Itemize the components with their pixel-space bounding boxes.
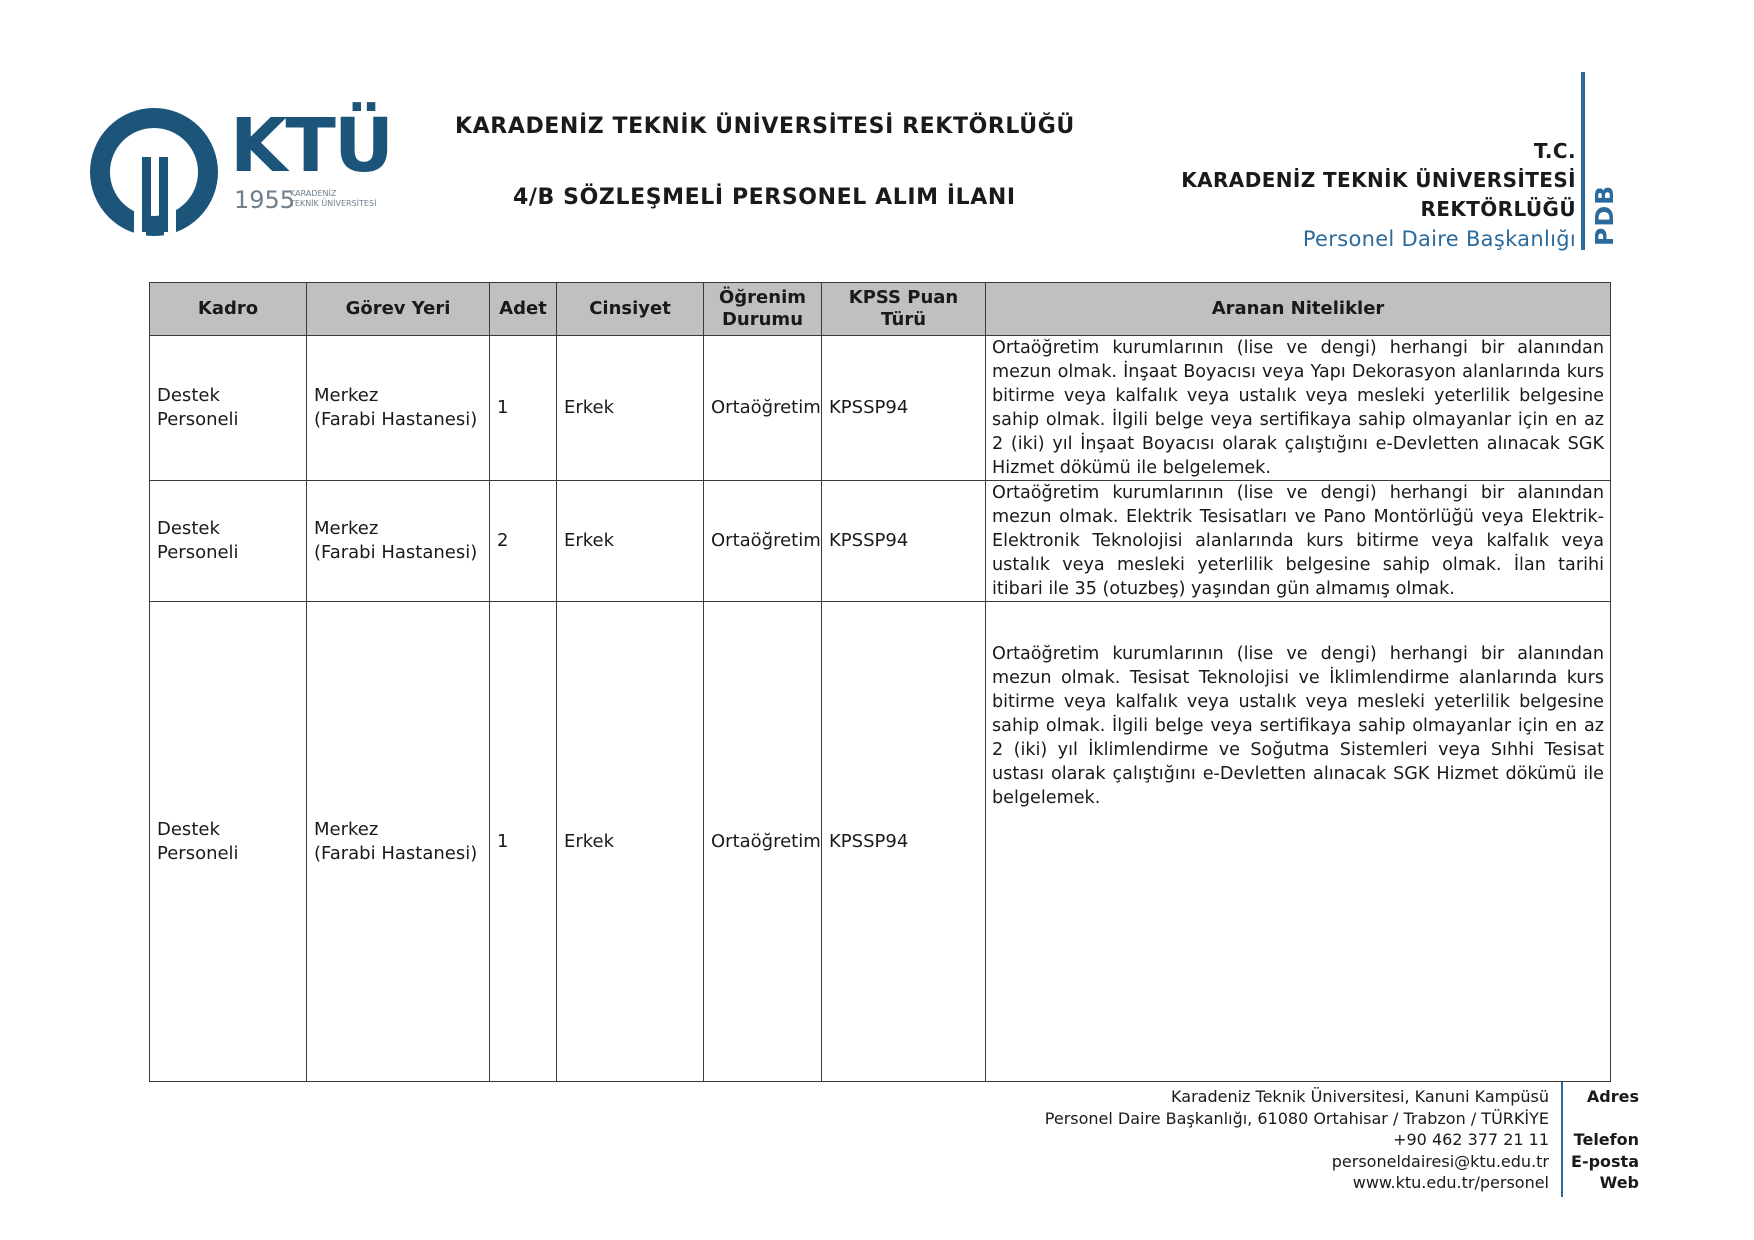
cell-gorev-line1: Merkez xyxy=(314,385,379,406)
footer-contact xyxy=(1045,1086,1549,1194)
header-ogrenim-durumu xyxy=(704,283,822,336)
cell-cinsiyet: Erkek xyxy=(557,481,704,602)
footer-label-spacer xyxy=(1571,1108,1639,1130)
header-adet: Adet xyxy=(490,283,557,336)
table-row xyxy=(150,336,1611,481)
cell-cinsiyet: Erkek xyxy=(557,336,704,481)
cell-gorev-yeri xyxy=(307,481,490,602)
page-subtitle: 4/B SÖZLEŞMELİ PERSONEL ALIM İLANI xyxy=(513,185,1016,210)
cell-ogrenim: Ortaöğretim xyxy=(704,602,822,1082)
cell-ogrenim: Ortaöğretim xyxy=(704,336,822,481)
logo-subtitle-line2: TEKNİK ÜNİVERSİTESİ xyxy=(290,199,377,208)
footer-address-line2: Personel Daire Başkanlığı, 61080 Ortahisar / Trabzon / TÜRKİYE xyxy=(1044,1108,1549,1128)
cell-gorev-line2: (Farabi Hastanesi) xyxy=(314,542,478,563)
cell-nitelikler: Ortaöğretim kurumlarının (lise ve dengi) herhangi bir alanından mezun olmak. İnşaat Boyacısı veya Yapı Dekorasyon alanlarında kurs bitirme veya kalfalık veya ustalık veya mesleki yeterlilik belgesine sahip olmak. İlgili belge veya sertifikaya sahip olmayanlar için en az 2 (iki) yıl İnşaat Boyacısı olarak çalıştığını e-Devletten alınacak SGK Hizmet dökümü ile belgelemek. xyxy=(986,336,1611,481)
cell-ogrenim: Ortaöğretim xyxy=(704,481,822,602)
page-title: KARADENİZ TEKNİK ÜNİVERSİTESİ REKTÖRLÜĞÜ xyxy=(455,114,1075,139)
cell-kadro: Destek Personeli xyxy=(150,336,307,481)
logo-wordmark: KTÜ xyxy=(230,103,392,189)
table-header-row xyxy=(150,283,1611,336)
footer-address-line1: Karadeniz Teknik Üniversitesi, Kanuni Kampüsü xyxy=(1171,1087,1549,1106)
table-row xyxy=(150,602,1611,1082)
header-aranan-nitelikler: Aranan Nitelikler xyxy=(986,283,1611,336)
logo-year: 1955 xyxy=(234,186,296,214)
footer-label-email: E-posta xyxy=(1571,1151,1639,1171)
footer-label-phone: Telefon xyxy=(1573,1130,1639,1149)
institution-line-tc: T.C. xyxy=(1533,139,1576,163)
footer-email-link[interactable]: personeldairesi@ktu.edu.tr xyxy=(1331,1151,1549,1171)
footer-phone: +90 462 377 21 11 xyxy=(1393,1130,1549,1149)
institution-block xyxy=(1181,137,1576,254)
cell-gorev-line2: (Farabi Hastanesi) xyxy=(314,842,478,864)
institution-line-rektorluk: REKTÖRLÜĞÜ xyxy=(1420,197,1576,221)
header-ogrenim-line1: Öğrenim xyxy=(718,287,806,308)
header-gorev-yeri: Görev Yeri xyxy=(307,283,490,336)
job-listing-table xyxy=(149,282,1611,1082)
logo-subtitle xyxy=(290,189,376,209)
institution-line-name: KARADENİZ TEKNİK ÜNİVERSİTESİ xyxy=(1181,168,1576,192)
cell-adet: 1 xyxy=(490,602,557,1082)
cell-cinsiyet: Erkek xyxy=(557,602,704,1082)
pdb-divider xyxy=(1581,72,1585,250)
pdb-badge: PDB xyxy=(1590,184,1619,246)
institution-department: Personel Daire Başkanlığı xyxy=(1302,227,1576,251)
cell-kpss: KPSSP94 xyxy=(822,602,986,1082)
header-cinsiyet: Cinsiyet xyxy=(557,283,704,336)
cell-kadro: Destek Personeli xyxy=(150,481,307,602)
footer-web-link[interactable]: www.ktu.edu.tr/personel xyxy=(1352,1173,1549,1192)
ktu-emblem-icon xyxy=(90,105,225,240)
cell-kpss: KPSSP94 xyxy=(822,336,986,481)
cell-kadro: Destek Personeli xyxy=(150,602,307,1082)
footer-labels xyxy=(1571,1086,1639,1194)
cell-gorev-line2: (Farabi Hastanesi) xyxy=(314,409,478,430)
cell-gorev-line1: Merkez xyxy=(314,818,379,840)
cell-kpss: KPSSP94 xyxy=(822,481,986,602)
logo-subtitle-line1: KARADENİZ xyxy=(290,189,337,198)
ktu-logo xyxy=(90,105,410,240)
header-kadro: Kadro xyxy=(150,283,307,336)
cell-gorev-yeri xyxy=(307,602,490,1082)
footer-divider xyxy=(1561,1082,1563,1197)
cell-gorev-line1: Merkez xyxy=(314,518,379,539)
cell-adet: 2 xyxy=(490,481,557,602)
footer-label-web: Web xyxy=(1599,1173,1639,1192)
cell-nitelikler: Ortaöğretim kurumlarının (lise ve dengi) herhangi bir alanından mezun olmak. Elektrik Tesisatları ve Pano Montörlüğü veya Elektrik-Elektronik Teknolojisi alanlarında kurs bitirme veya kalfalık veya ustalık veya mesleki yeterlilik belgesine sahip olmak. İlan tarihi itibari ile 35 (otuzbeş) yaşından gün almamış olmak. xyxy=(986,481,1611,602)
cell-nitelikler: Ortaöğretim kurumlarının (lise ve dengi) herhangi bir alanından mezun olmak. Tesisat Teknolojisi ve İklimlendirme alanlarında kurs bitirme veya kalfalık veya ustalık veya mesleki yeterlilik belgesine sahip olmak. İlgili belge veya sertifikaya sahip olmayanlar için en az 2 (iki) yıl İklimlendirme ve Soğutma Sistemleri veya Sıhhi Tesisat ustası olarak çalıştığını e-Devletten alınacak SGK Hizmet dökümü ile belgelemek. xyxy=(986,602,1611,1082)
header-ogrenim-line2: Durumu xyxy=(721,309,804,330)
cell-gorev-yeri xyxy=(307,336,490,481)
footer-label-address: Adres xyxy=(1586,1087,1639,1106)
cell-adet: 1 xyxy=(490,336,557,481)
header-kpss-puan-turu: KPSS Puan Türü xyxy=(822,283,986,336)
table-row xyxy=(150,481,1611,602)
